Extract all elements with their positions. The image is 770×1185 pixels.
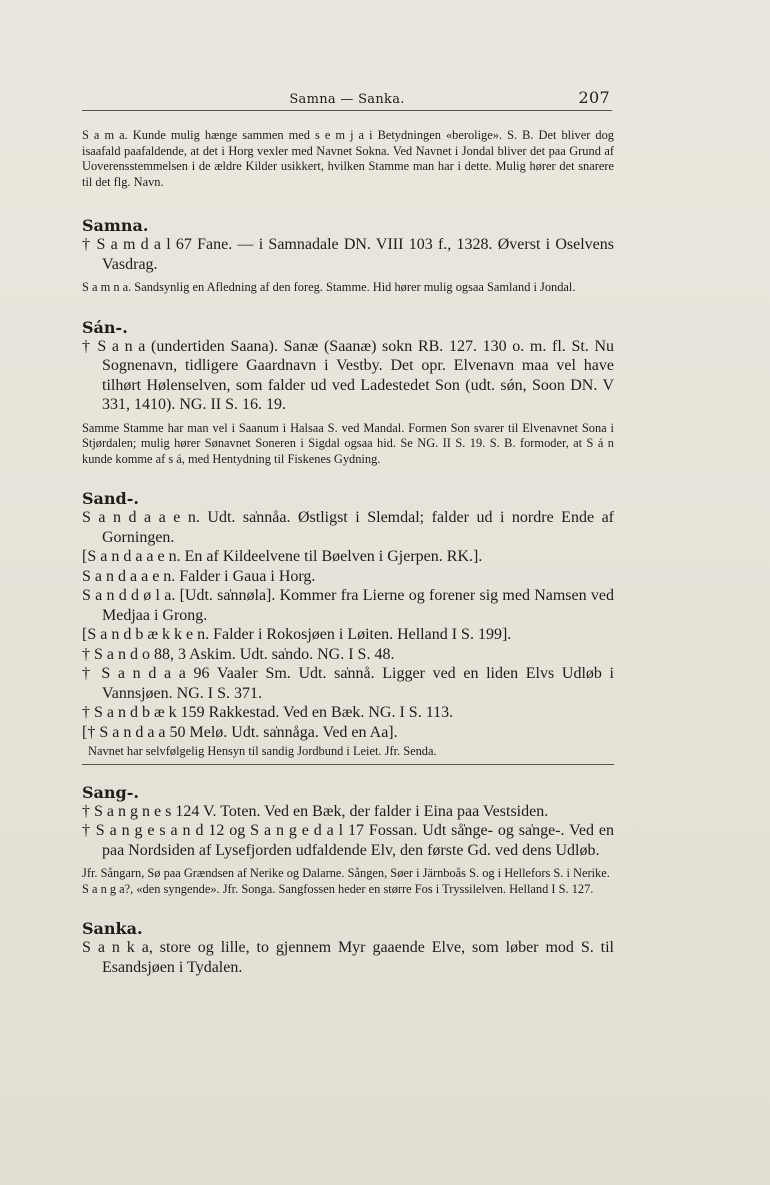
section-note: Samme Stamme har man vel i Saanum i Halsaa S. ved Mandal. Formen Son svarer til Elvenavnet Sona i Stjørdalen; mulig hører Sønavnet Soneren i Sigdal ogsaa hid. Se NG. II S. 19. S. B. formoder, at S á n kunde komme af s á, med Hentydning til Fiskenes Gydning. — [82, 420, 614, 466]
entry: S a n d a a e n. Udt. sa̍nnåa. Østligst i Slemdal; falder ud i nordre Ende af Gorningen. — [82, 509, 614, 546]
entry: † S a n d b æ k 159 Rakkestad. Ved en Bæk. NG. I S. 113. — [82, 704, 454, 721]
entry: † S a n a (undertiden Saana). Sanæ (Saanæ) sokn RB. 127. 130 o. m. fl. St. Nu Sognenavn, tidligere Gaardnavn i Vestby. Det opr. Elvenavn maa vel have tilhørt Hølenselven, som falder ud ved Ladestedet Son (udt. sǿn, Soon DN. V 331, 1410). NG. II S. 16. 19. — [82, 337, 614, 413]
section-heading: Sang-. — [82, 782, 139, 802]
section-note: Jfr. Sångarn, Sø paa Grændsen af Nerike og Dalarne. Sången, Søer i Järnboås S. og i Hellefors S. i Nerike. — [82, 866, 610, 880]
section-samna — [82, 216, 614, 296]
entry: † S a n d a a 96 Vaaler Sm. Udt. sa̍nnå. Ligger ved en liden Elvs Udløb i Vannsjøen. NG. I S. 371. — [82, 665, 614, 702]
entry: [S a n d a a e n. En af Kildeelvene til Bøelven i Gjerpen. RK.]. — [82, 548, 483, 565]
entry: S a n d d ø l a. [Udt. sa̍nnøla]. Kommer fra Lierne og forener sig med Namsen ved Medjaa i Grong. — [82, 587, 614, 624]
entry: S a n d a a e n. Falder i Gaua i Horg. — [82, 567, 316, 585]
section-heading: Samna. — [82, 216, 149, 235]
section-sanka — [82, 919, 614, 977]
section-divider — [82, 764, 614, 765]
header-title: Samna — Sanka. — [289, 92, 405, 107]
section-note: S a m n a. Sandsynlig en Afledning af den foreg. Stamme. Hid hører mulig ogsaa Samland i Jondal. — [82, 280, 576, 294]
section-san — [82, 318, 614, 468]
section-sand — [82, 489, 614, 765]
section-note: S a n g a?, «den syngende». Jfr. Songa. Sangfossen heder en større Fos i Tryssilelven. Helland I S. 127. — [82, 881, 594, 896]
entry: † S a n g e s a n d 12 og S a n g e d a l 17 Fossan. Udt så̍nge- og sa̍nge-. Ved en paa Nordsiden af Lysefjorden udfaldende Elv, den første Gd. ved dens Udløb. — [82, 822, 614, 859]
entry: [† S a n d a a 50 Melø. Udt. sa̍nnåga. Ved en Aa]. — [82, 723, 398, 741]
page-number: 207 — [578, 88, 610, 107]
section-heading: Sanka. — [82, 919, 143, 938]
entry: [S a n d b æ k k e n. Falder i Rokosjøen i Løiten. Helland I S. 199]. — [82, 626, 512, 643]
section-note: Navnet har selvfølgelig Hensyn til sandig Jordbund i Leiet. Jfr. Senda. — [88, 744, 437, 758]
running-header — [82, 90, 612, 111]
page-content — [82, 128, 614, 977]
entry: † S a m d a l 67 Fane. — i Samnadale DN. VIII 103 f., 1328. Øverst i Oselvens Vasdrag. — [82, 236, 614, 273]
section-heading: Sand-. — [82, 489, 139, 508]
entry: S a n k a, store og lille, to gjennem Myr gaaende Elve, som løber mod S. til Esandsjøen i Tydalen. — [82, 939, 614, 976]
intro-paragraph: S a m a. Kunde mulig hænge sammen med s e m j a i Betydningen «berolige». S. B. Det bliver dog isaafald paafaldende, at det i Horg vexler med Navnet Sokna. Ved Navnet i Jondal bliver det paa Grund af Uoverensstemmelsen i de ældre Kilder usikkert, hvilken Stamme man har i dette. Mulig hører det snarere til det flg. Navn. — [82, 128, 614, 189]
entry: † S a n d o 88, 3 Askim. Udt. sa̍ndo. NG. I S. 48. — [82, 645, 395, 663]
section-heading: Sán-. — [82, 317, 128, 337]
section-sang — [82, 783, 614, 898]
entry: † S a n g n e s 124 V. Toten. Ved en Bæk, der falder i Eina paa Vestsiden. — [82, 802, 549, 820]
